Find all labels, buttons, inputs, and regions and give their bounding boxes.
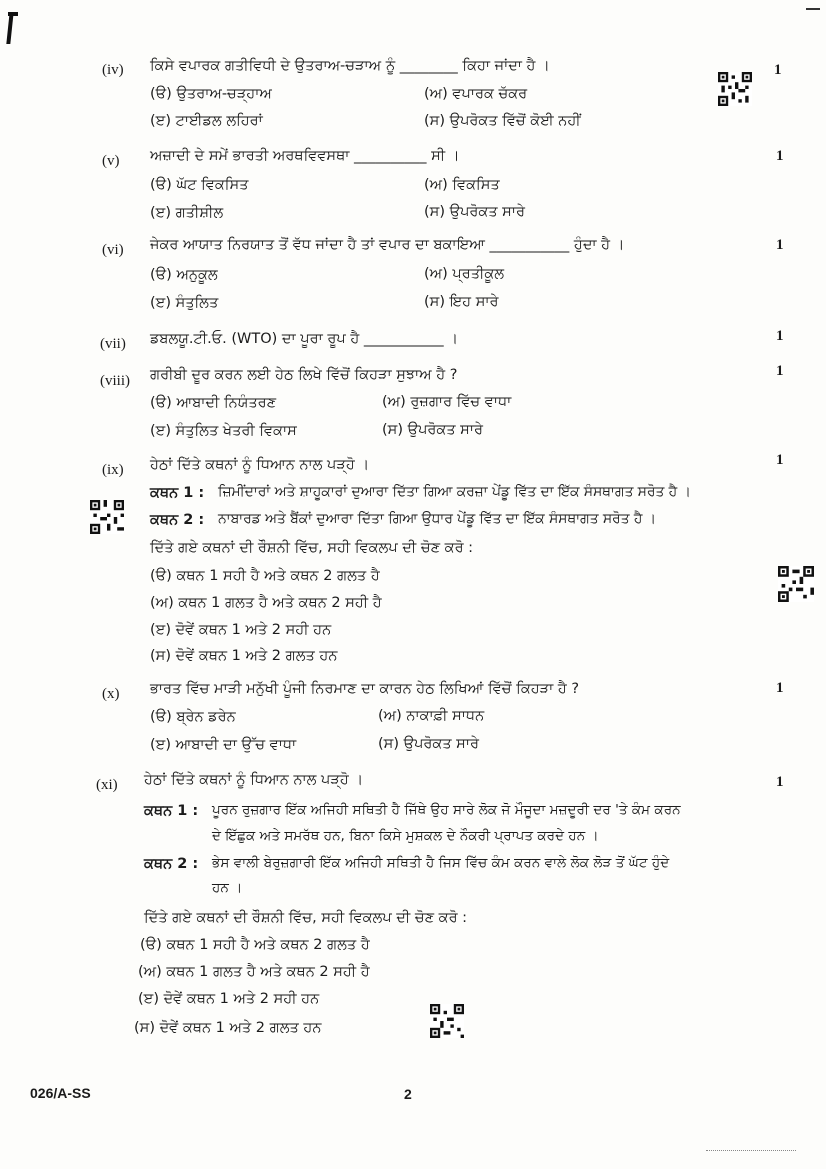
question-number: (iv): [102, 62, 124, 78]
option-a: (ੳ) ਕਥਨ 1 ਸਹੀ ਹੈ ਅਤੇ ਕਥਨ 2 ਗਲਤ ਹੈ: [150, 568, 380, 584]
paper-code: 026/A-SS: [30, 1085, 91, 1101]
option-c: (ੲ) ਸੰਤੁਲਿਤ ਖੇਤਰੀ ਵਿਕਾਸ: [150, 423, 297, 439]
question-text: ਡਬਲਯੂ.ਟੀ.ਓ. (WTO) ਦਾ ਪੂਰਾ ਰੂਪ ਹੈ ___________ ।: [150, 331, 458, 347]
question-marks: 1: [776, 328, 784, 344]
option-a: (ੳ) ਘੱਟ ਵਿਕਸਿਤ: [150, 177, 249, 193]
question-number: (viii): [100, 373, 130, 389]
option-a: (ੳ) ਕਥਨ 1 ਸਹੀ ਹੈ ਅਤੇ ਕਥਨ 2 ਗਲਤ ਹੈ: [140, 937, 370, 953]
instruction-text: ਦਿੱਤੇ ਗਏ ਕਥਨਾਂ ਦੀ ਰੌਸ਼ਨੀ ਵਿੱਚ, ਸਹੀ ਵਿਕਲਪ ਦੀ ਚੋਣ ਕਰੋ :: [144, 910, 468, 926]
qr-code-icon: [718, 72, 752, 106]
qr-code-icon: [430, 1004, 464, 1038]
option-a: (ੳ) ਉਤਰਾਅ-ਚੜ੍ਹਾਅ: [150, 86, 272, 102]
question-number: (ix): [102, 462, 124, 478]
option-b: (ਅ) ਪ੍ਰਤੀਕੂਲ: [424, 266, 505, 282]
option-c: (ੲ) ਸੰਤੁਲਿਤ: [150, 295, 219, 311]
option-d: (ਸ) ਦੋਵੇਂ ਕਥਨ 1 ਅਤੇ 2 ਗਲਤ ਹਨ: [150, 648, 338, 664]
statement-2-text: ਭੇਸ ਵਾਲੀ ਬੇਰੁਜ਼ਗਾਰੀ ਇੱਕ ਅਜਿਹੀ ਸਥਿਤੀ ਹੈ ਜਿਸ ਵਿੱਚ ਕੰਮ ਕਰਨ ਵਾਲੇ ਲੋਕ ਲੋੜ ਤੋਂ ਘੱਟ ਹੁੰਦੇ: [212, 855, 670, 871]
qr-code-icon: [90, 500, 124, 534]
statement-1-text: ਪੂਰਨ ਰੁਜ਼ਗਾਰ ਇੱਕ ਅਜਿਹੀ ਸਥਿਤੀ ਹੈ ਜਿੱਥੇ ਉਹ ਸਾਰੇ ਲੋਕ ਜੋ ਮੌਜੂਦਾ ਮਜ਼ਦੂਰੀ ਦਰ 'ਤੇ ਕੰਮ ਕਰਨ: [212, 802, 681, 818]
option-d: (ਸ) ਇਹ ਸਾਰੇ: [424, 294, 499, 310]
option-b: (ਅ) ਰੁਜ਼ਗਾਰ ਵਿੱਚ ਵਾਧਾ: [382, 394, 512, 410]
statement-2-label: ਕਥਨ 2 :: [150, 512, 205, 528]
question-marks: 1: [776, 680, 784, 696]
page-number: 2: [404, 1086, 412, 1102]
option-d: (ਸ) ਉਪਰੋਕਤ ਵਿੱਚੋਂ ਕੋਈ ਨਹੀਂ: [424, 113, 581, 129]
option-d: (ਸ) ਉਪਰੋਕਤ ਸਾਰੇ: [378, 736, 479, 752]
question-text: ਕਿਸੇ ਵਪਾਰਕ ਗਤੀਵਿਧੀ ਦੇ ਉਤਰਾਅ-ਚੜਾਅ ਨੂੰ ________ ਕਿਹਾ ਜਾਂਦਾ ਹੈ ।: [150, 58, 550, 74]
option-b: (ਅ) ਵਪਾਰਕ ਚੱਕਰ: [424, 86, 528, 102]
instruction-text: ਦਿੱਤੇ ਗਏ ਕਥਨਾਂ ਦੀ ਰੌਸ਼ਨੀ ਵਿੱਚ, ਸਹੀ ਵਿਕਲਪ ਦੀ ਚੋਣ ਕਰੋ :: [150, 540, 474, 556]
question-number: (x): [102, 686, 120, 702]
option-b: (ਅ) ਵਿਕਸਿਤ: [424, 177, 500, 193]
statement-1-text-cont: ਦੇ ਇੱਛੁਕ ਅਤੇ ਸਮਰੱਥ ਹਨ, ਬਿਨਾ ਕਿਸੇ ਮੁਸ਼ਕਲ ਦੇ ਨੌਕਰੀ ਪ੍ਰਾਪਤ ਕਰਦੇ ਹਨ ।: [212, 828, 599, 844]
question-text: ਭਾਰਤ ਵਿੱਚ ਮਾੜੀ ਮਨੁੱਖੀ ਪੂੰਜੀ ਨਿਰਮਾਣ ਦਾ ਕਾਰਨ ਹੇਠ ਲਿਖਿਆਂ ਵਿੱਚੋਂ ਕਿਹੜਾ ਹੈ ?: [150, 681, 580, 697]
option-a: (ੳ) ਬ੍ਰੇਨ ਡਰੇਨ: [150, 709, 236, 725]
question-marks: 1: [776, 148, 784, 164]
question-number: (vii): [100, 336, 126, 352]
statement-1-label: ਕਥਨ 1 :: [144, 803, 199, 819]
option-b: (ਅ) ਕਥਨ 1 ਗਲਤ ਹੈ ਅਤੇ ਕਥਨ 2 ਸਹੀ ਹੈ: [150, 595, 382, 611]
option-c: (ੲ) ਟਾਈਡਲ ਲਹਿਰਾਂ: [150, 113, 263, 129]
question-marks: 1: [776, 363, 784, 379]
option-b: (ਅ) ਨਾਕਾਫ਼ੀ ਸਾਧਨ: [378, 708, 485, 724]
question-number: (v): [102, 153, 120, 169]
question-marks: 1: [774, 62, 782, 78]
statement-1-text: ਜ਼ਿਮੀਂਦਾਰਾਂ ਅਤੇ ਸ਼ਾਹੂਕਾਰਾਂ ਦੁਆਰਾ ਦਿੱਤਾ ਗਿਆ ਕਰਜ਼ਾ ਪੇਂਡੂ ਵਿੱਤ ਦਾ ਇੱਕ ਸੰਸਥਾਗਤ ਸਰੋਤ ਹੈ ।: [218, 484, 691, 500]
option-d: (ਸ) ਦੋਵੇਂ ਕਥਨ 1 ਅਤੇ 2 ਗਲਤ ਹਨ: [134, 1020, 322, 1036]
corner-mark-top: [8, 12, 18, 16]
statement-2-text-cont: ਹਨ ।: [212, 880, 243, 896]
question-number: (vi): [102, 242, 124, 258]
statement-2-label: ਕਥਨ 2 :: [144, 856, 199, 872]
qr-code-icon: [778, 566, 814, 602]
option-d: (ਸ) ਉਪਰੋਕਤ ਸਾਰੇ: [424, 204, 525, 220]
option-c: (ੲ) ਆਬਾਦੀ ਦਾ ਉੱਚ ਵਾਧਾ: [150, 737, 297, 753]
question-text: ਹੇਠਾਂ ਦਿੱਤੇ ਕਥਨਾਂ ਨੂੰ ਧਿਆਨ ਨਾਲ ਪੜ੍ਹੋ ।: [150, 457, 370, 473]
option-c: (ੲ) ਗਤੀਸ਼ੀਲ: [150, 205, 224, 221]
option-c: (ੲ) ਦੋਵੇਂ ਕਥਨ 1 ਅਤੇ 2 ਸਹੀ ਹਨ: [150, 622, 332, 638]
question-text: ਹੇਠਾਂ ਦਿੱਤੇ ਕਥਨਾਂ ਨੂੰ ਧਿਆਨ ਨਾਲ ਪੜ੍ਹੋ ।: [144, 772, 364, 788]
option-c: (ੲ) ਦੋਵੇਂ ਕਥਨ 1 ਅਤੇ 2 ਸਹੀ ਹਨ: [138, 991, 320, 1007]
statement-2-text: ਨਾਬਾਰਡ ਅਤੇ ਬੈਂਕਾਂ ਦੁਆਰਾ ਦਿੱਤਾ ਗਿਆ ਉਧਾਰ ਪੇਂਡੂ ਵਿੱਤ ਦਾ ਇੱਕ ਸੰਸਥਾਗਤ ਸਰੋਤ ਹੈ ।: [218, 511, 656, 527]
option-a: (ੳ) ਆਬਾਦੀ ਨਿਯੰਤਰਣ: [150, 395, 277, 411]
top-right-mark: [806, 8, 820, 10]
corner-mark: [6, 12, 13, 44]
option-d: (ਸ) ਉਪਰੋਕਤ ਸਾਰੇ: [382, 422, 483, 438]
question-text: ਗਰੀਬੀ ਦੂਰ ਕਰਨ ਲਈ ਹੇਠ ਲਿਖੇ ਵਿੱਚੋਂ ਕਿਹੜਾ ਸੁਝਾਅ ਹੈ ?: [150, 367, 458, 383]
question-number: (xi): [96, 777, 118, 793]
statement-1-label: ਕਥਨ 1 :: [150, 485, 205, 501]
question-marks: 1: [776, 237, 784, 253]
option-b: (ਅ) ਕਥਨ 1 ਗਲਤ ਹੈ ਅਤੇ ਕਥਨ 2 ਸਹੀ ਹੈ: [138, 964, 370, 980]
question-marks: 1: [776, 774, 784, 790]
scan-mark: [706, 1150, 796, 1153]
question-marks: 1: [776, 452, 784, 468]
option-a: (ੳ) ਅਨੁਕੂਲ: [150, 267, 218, 283]
question-text: ਅਜ਼ਾਦੀ ਦੇ ਸਮੇਂ ਭਾਰਤੀ ਅਰਥਵਿਵਸਥਾ __________ ਸੀ ।: [150, 148, 460, 164]
question-text: ਜੇਕਰ ਆਯਾਤ ਨਿਰਯਾਤ ਤੋਂ ਵੱਧ ਜਾਂਦਾ ਹੈ ਤਾਂ ਵਪਾਰ ਦਾ ਬਕਾਇਆ ___________ ਹੁੰਦਾ ਹੈ ।: [150, 237, 625, 253]
